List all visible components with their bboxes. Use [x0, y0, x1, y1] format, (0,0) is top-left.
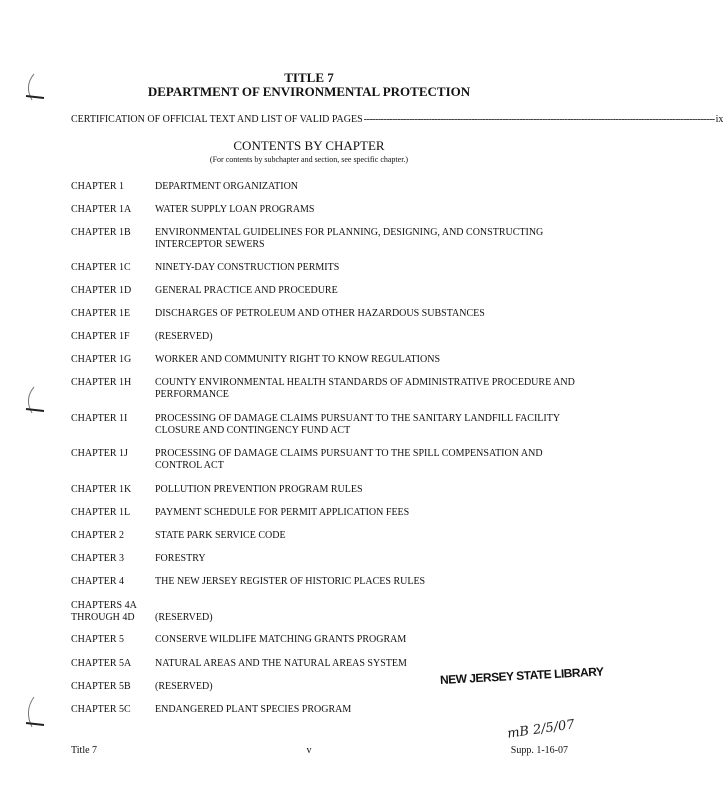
chapter-label: CHAPTERS 4A — [71, 600, 137, 611]
punch-hole-mark-bottom — [20, 693, 48, 733]
contents-note: (For contents by subchapter and section, see specific chapter.) — [209, 155, 409, 164]
chapter-label: CHAPTER 1B — [71, 227, 131, 238]
chapter-title: PROCESSING OF DAMAGE CLAIMS PURSUANT TO THE SANITARY LANDFILL FACILITY CLOSURE AND CONTINGENCY FUND ACT — [155, 413, 560, 436]
chapter-title: THE NEW JERSEY REGISTER OF HISTORIC PLACES RULES — [155, 576, 426, 587]
chapter-label: CHAPTER 3 — [71, 553, 125, 564]
chapter-title: PROCESSING OF DAMAGE CLAIMS PURSUANT TO THE SPILL COMPENSATION AND CONTROL ACT — [155, 448, 543, 471]
chapter-title: CONSERVE WILDLIFE MATCHING GRANTS PROGRAM — [155, 634, 407, 645]
chapter-label: CHAPTER 4 — [71, 576, 125, 587]
contents-heading: CONTENTS BY CHAPTER — [233, 138, 385, 153]
chapter-title: WATER SUPPLY LOAN PROGRAMS — [155, 204, 315, 215]
chapter-label: CHAPTER 1I — [71, 413, 128, 424]
chapter-label: CHAPTER 5B — [71, 681, 131, 692]
chapter-label: CHAPTER 5 — [71, 634, 125, 645]
chapter-title: FORESTRY — [155, 553, 206, 564]
chapter-title: (RESERVED) — [155, 612, 213, 623]
library-stamp: NEW JERSEY STATE LIBRARY — [439, 664, 604, 687]
chapter-title: PAYMENT SCHEDULE FOR PERMIT APPLICATION FEES — [155, 507, 410, 518]
chapter-title: NINETY-DAY CONSTRUCTION PERMITS — [155, 262, 340, 273]
chapter-title: DEPARTMENT ORGANIZATION — [155, 181, 299, 192]
chapter-title: STATE PARK SERVICE CODE — [155, 530, 286, 541]
punch-hole-mark-middle — [20, 383, 48, 419]
certification-text: CERTIFICATION OF OFFICIAL TEXT AND LIST OF VALID PAGES — [71, 114, 363, 125]
chapter-label: CHAPTER 1F — [71, 331, 130, 342]
chapter-label: CHAPTER 1 — [71, 181, 125, 192]
chapter-label: CHAPTER 1J — [71, 448, 128, 459]
chapter-title: COUNTY ENVIRONMENTAL HEALTH STANDARDS OF ADMINISTRATIVE PROCEDURE AND PERFORMANCE — [155, 377, 575, 400]
chapter-label: CHAPTER 5C — [71, 704, 131, 715]
chapter-title: ENDANGERED PLANT SPECIES PROGRAM — [155, 704, 352, 715]
chapter-title: POLLUTION PREVENTION PROGRAM RULES — [155, 484, 363, 495]
certification-page: ix — [715, 114, 723, 125]
chapter-label: CHAPTER 1E — [71, 308, 131, 319]
chapter-label: CHAPTER 1A — [71, 204, 132, 215]
chapter-title: ENVIRONMENTAL GUIDELINES FOR PLANNING, DESIGNING, AND CONSTRUCTING INTERCEPTOR SEWERS — [155, 227, 544, 250]
supplement-date: Supp. 1-16-07 — [510, 745, 568, 756]
page-title: TITLE 7 — [284, 70, 334, 85]
department-name: DEPARTMENT OF ENVIRONMENTAL PROTECTION — [147, 84, 471, 99]
chapter-label: CHAPTER 1G — [71, 354, 132, 365]
chapter-label-continued: THROUGH 4D — [71, 612, 135, 623]
chapter-label: CHAPTER 1K — [71, 484, 132, 495]
chapter-title: (RESERVED) — [155, 331, 213, 342]
certification-line — [71, 114, 723, 126]
chapter-title: NATURAL AREAS AND THE NATURAL AREAS SYSTEM — [155, 658, 407, 669]
chapter-label: CHAPTER 2 — [71, 530, 125, 541]
chapter-title: (RESERVED) — [155, 681, 213, 692]
chapter-title: GENERAL PRACTICE AND PROCEDURE — [155, 285, 338, 296]
chapter-title: DISCHARGES OF PETROLEUM AND OTHER HAZARDOUS SUBSTANCES — [155, 308, 485, 319]
chapter-label: CHAPTER 1H — [71, 377, 132, 388]
chapter-label: CHAPTER 5A — [71, 658, 132, 669]
chapter-label: CHAPTER 1L — [71, 507, 131, 518]
chapter-label: CHAPTER 1D — [71, 285, 132, 296]
footer-title: Title 7 — [71, 745, 98, 756]
dot-leader: ---------------------------------------------------------------------------------------------------------------------------- — [363, 114, 715, 125]
page-number: v — [306, 745, 312, 756]
chapter-title: WORKER AND COMMUNITY RIGHT TO KNOW REGULATIONS — [155, 354, 440, 365]
chapter-label: CHAPTER 1C — [71, 262, 131, 273]
handwritten-note: mB 2/5/07 — [506, 717, 576, 742]
